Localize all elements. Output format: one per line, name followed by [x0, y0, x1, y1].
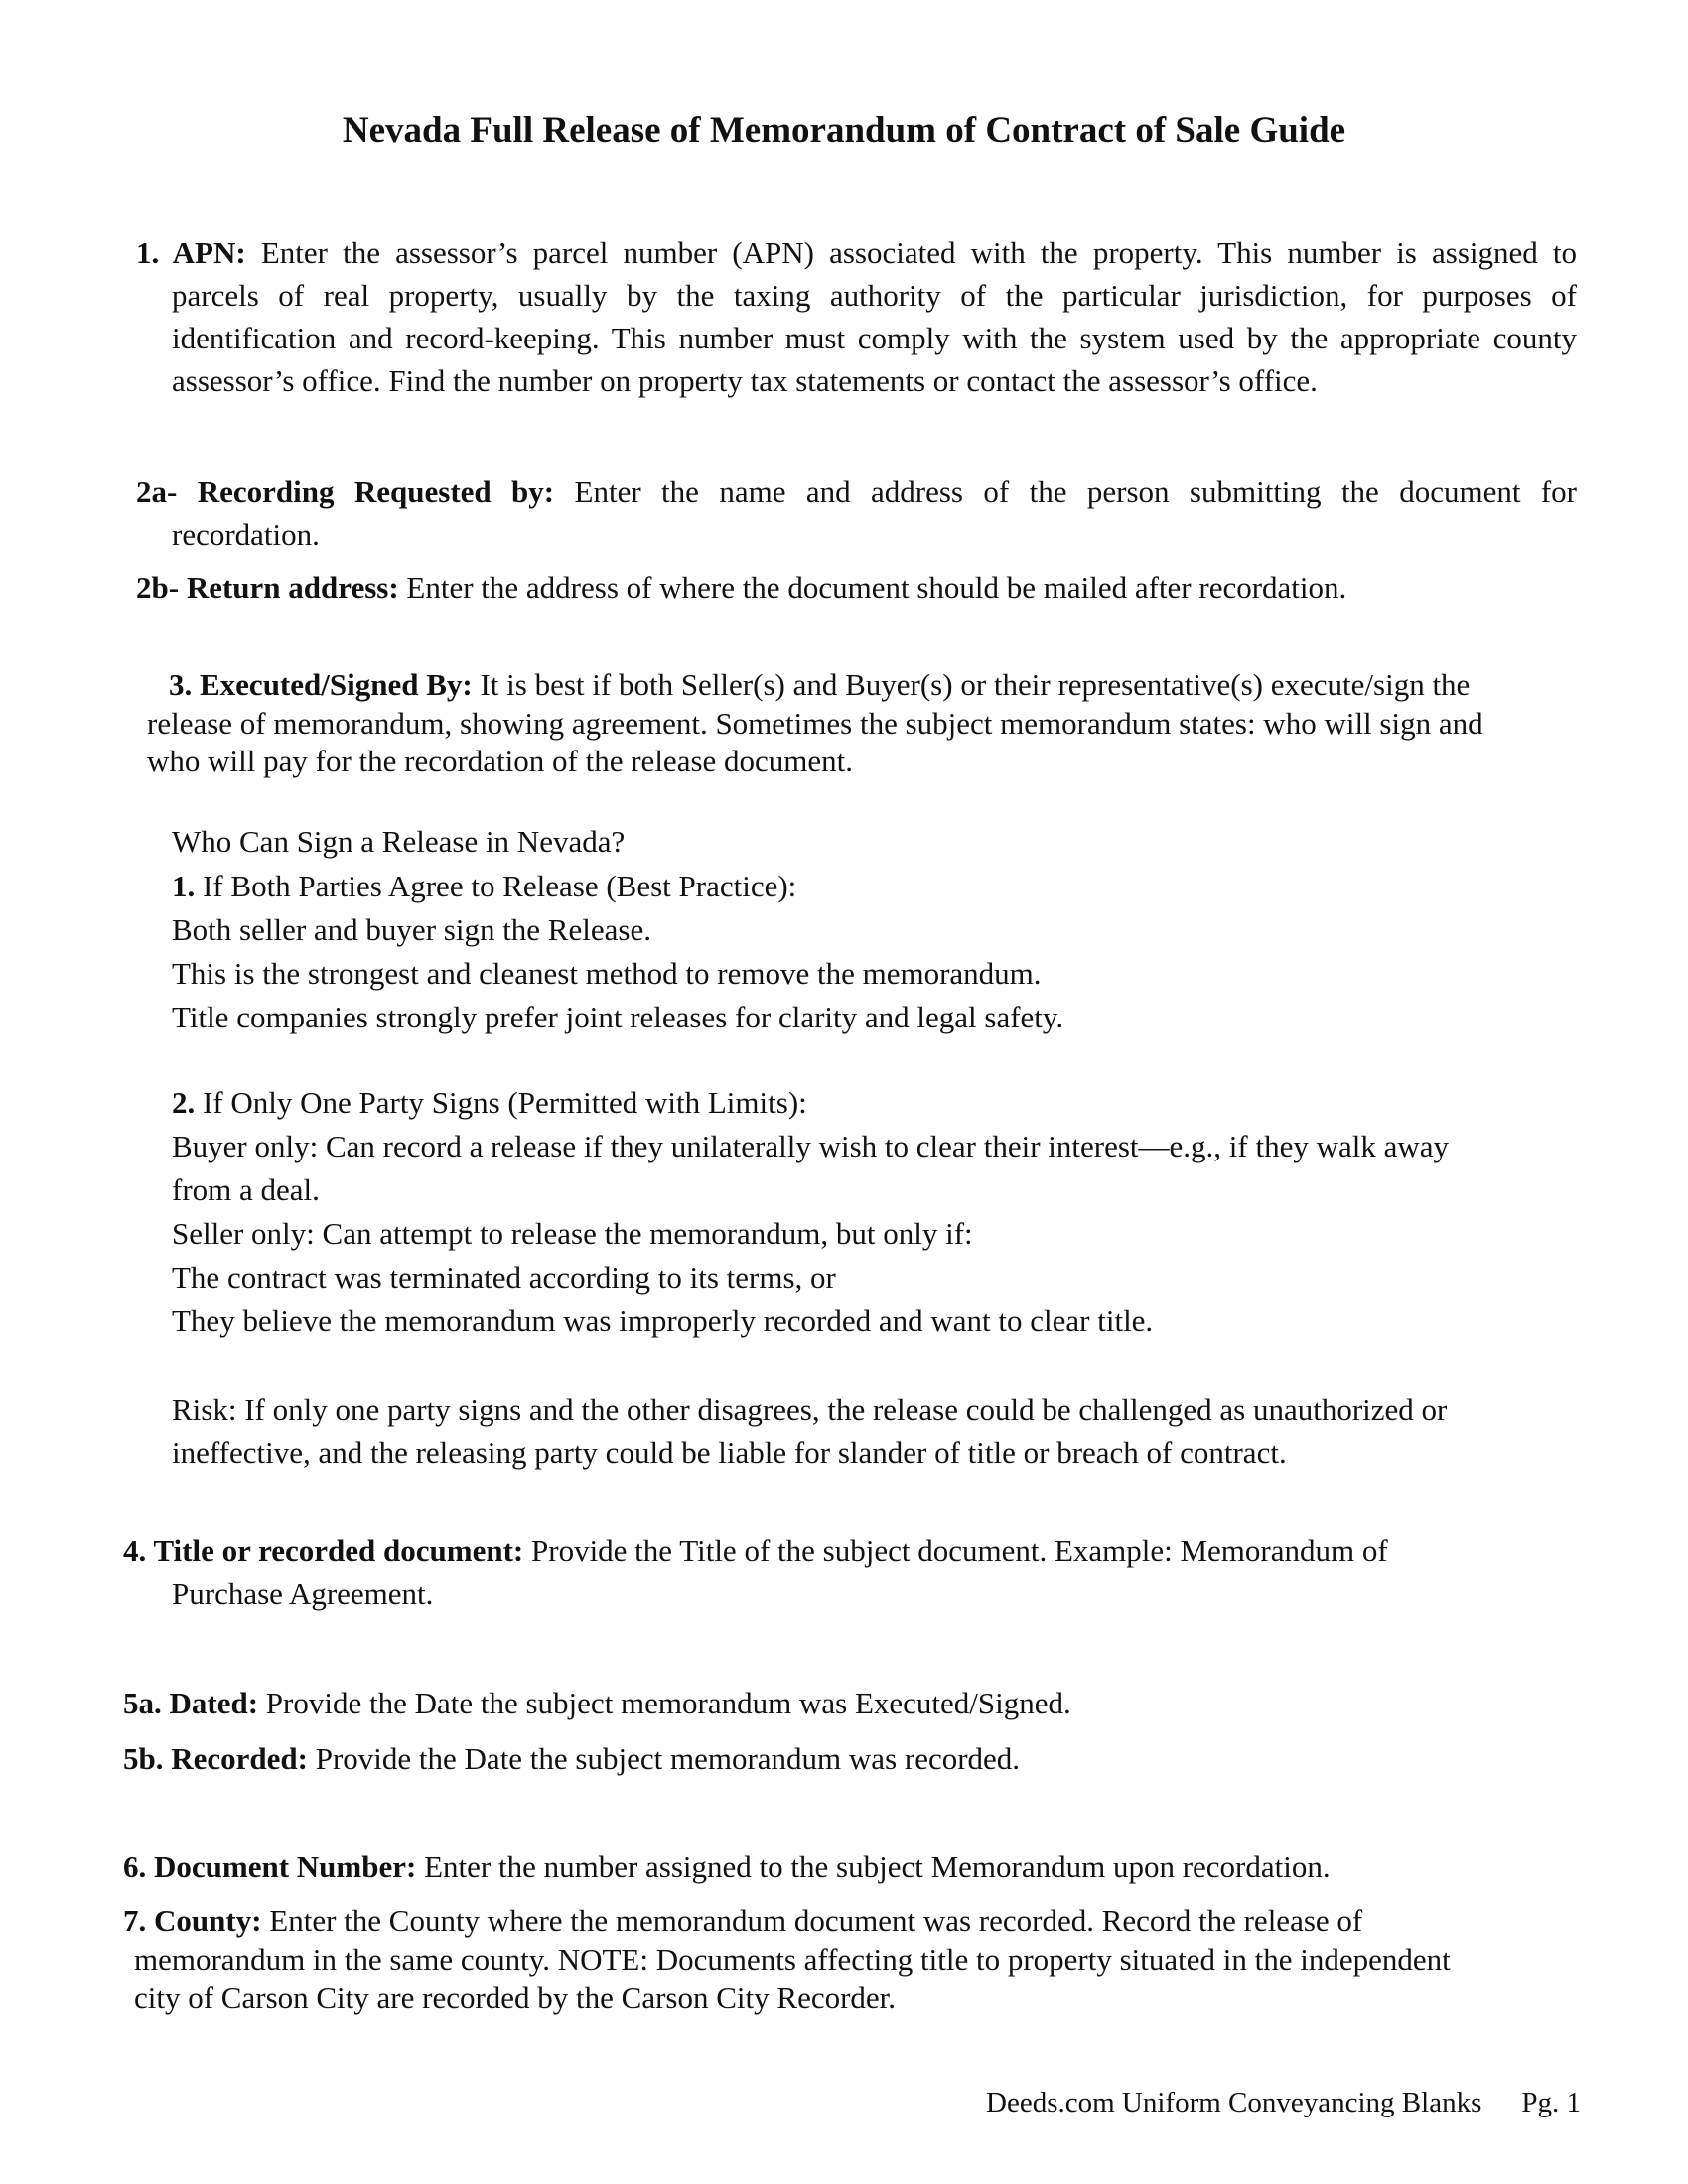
section-6-text: Enter the number assigned to the subject Memorandum upon recordation. — [416, 1849, 1331, 1884]
option-2-item: They believe the memorandum was improperly recorded and want to clear title. — [172, 1303, 1154, 1338]
section-7-line-1 — [123, 1901, 1362, 1941]
section-1-line-1 — [136, 233, 1577, 273]
section-2b-text: Enter the address of where the document should be mailed after recordation. — [398, 570, 1347, 605]
option-2-item: from a deal. — [172, 1172, 320, 1207]
section-7-label: 7. County: — [123, 1903, 262, 1938]
section-1-line-2: parcels of real property, usually by the taxing authority of the particular jurisdiction, for purposes of — [172, 278, 1577, 313]
option-2-title: If Only One Party Signs (Permitted with Limits): — [195, 1085, 807, 1120]
risk-line: ineffective, and the releasing party could be liable for slander of title or breach of contract. — [172, 1435, 1287, 1470]
section-3-label: 3. Executed/Signed By: — [169, 667, 473, 702]
section-1-label: 1. APN: — [136, 235, 246, 270]
section-1-line-4: assessor’s office. Find the number on property tax statements or contact the assessor’s office. — [172, 363, 1318, 398]
section-7-text: Enter the County where the memorandum document was recorded. Record the release of — [261, 1903, 1363, 1938]
section-2b-label: 2b- Return address: — [136, 570, 399, 605]
option-1-title: If Both Parties Agree to Release (Best Practice): — [195, 869, 797, 903]
page-footer — [986, 2083, 1581, 2122]
option-1-item: This is the strongest and cleanest method to remove the memorandum. — [172, 956, 1042, 991]
section-4-line-2: Purchase Agreement. — [172, 1576, 434, 1611]
section-4-text: Provide the Title of the subject document. Example: Memorandum of — [523, 1533, 1388, 1568]
section-6-label: 6. Document Number: — [123, 1849, 417, 1884]
section-2a-text: Enter the name and address of the person submitting the document for — [554, 475, 1577, 509]
section-1-line-3: identification and record-keeping. This number must comply with the system used by the appropriate county — [172, 321, 1577, 355]
section-6-line — [123, 1847, 1331, 1887]
section-5a-label: 5a. Dated: — [123, 1686, 259, 1720]
section-4-label: 4. Title or recorded document: — [123, 1533, 524, 1568]
option-2-heading — [172, 1083, 807, 1123]
section-7-line-3: city of Carson City are recorded by the Carson City Recorder. — [134, 1980, 897, 2015]
option-1-heading — [172, 867, 796, 906]
section-1-text: Enter the assessor’s parcel number (APN) associated with the property. This number is assigned to — [245, 235, 1577, 270]
option-1-number: 1. — [172, 869, 196, 903]
page-number: Pg. 1 — [1521, 2087, 1581, 2118]
option-1-item: Both seller and buyer sign the Release. — [172, 912, 651, 947]
section-2a-line-2: recordation. — [172, 517, 320, 552]
section-4-line-1 — [123, 1531, 1388, 1570]
option-2-number: 2. — [172, 1085, 196, 1120]
option-2-item: Buyer only: Can record a release if they unilaterally wish to clear their interest—e.g., if they walk away — [172, 1129, 1450, 1163]
who-can-sign-heading: Who Can Sign a Release in Nevada? — [172, 824, 626, 859]
section-5b-text: Provide the Date the subject memorandum was recorded. — [307, 1741, 1021, 1776]
section-5a-text: Provide the Date the subject memorandum was Executed/Signed. — [258, 1686, 1071, 1720]
document-title: Nevada Full Release of Memorandum of Contract of Sale Guide — [342, 110, 1346, 151]
section-2b-line-1 — [136, 568, 1346, 608]
option-1-item: Title companies strongly prefer joint releases for clarity and legal safety. — [172, 1000, 1064, 1034]
section-5b-line — [123, 1739, 1020, 1779]
option-2-item: Seller only: Can attempt to release the memorandum, but only if: — [172, 1216, 973, 1251]
footer-text: Deeds.com Uniform Conveyancing Blanks — [986, 2087, 1482, 2118]
section-7-line-2: memorandum in the same county. NOTE: Documents affecting title to property situated in the independent — [134, 1942, 1451, 1977]
section-3-line-1 — [169, 665, 1470, 705]
section-3-text: It is best if both Seller(s) and Buyer(s) or their representative(s) execute/sign the — [472, 667, 1471, 702]
section-5a-line — [123, 1684, 1071, 1723]
section-3-line-3: who will pay for the recordation of the release document. — [147, 744, 854, 778]
section-3-line-2: release of memorandum, showing agreement. Sometimes the subject memorandum states: who will sign and — [147, 706, 1483, 741]
section-5b-label: 5b. Recorded: — [123, 1741, 308, 1776]
option-2-item: The contract was terminated according to its terms, or — [172, 1260, 836, 1295]
section-2a-line-1 — [136, 473, 1577, 512]
risk-line: Risk: If only one party signs and the other disagrees, the release could be challenged as unauthorized or — [172, 1392, 1448, 1427]
section-2a-label: 2a- Recording Requested by: — [136, 475, 555, 509]
